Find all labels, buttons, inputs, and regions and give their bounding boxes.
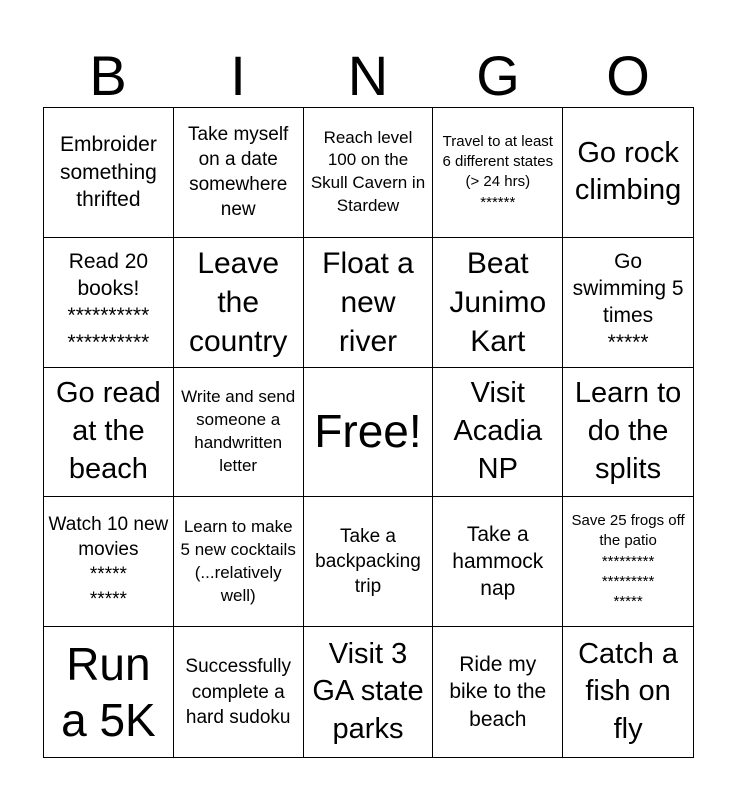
bingo-cell[interactable] (433, 497, 563, 627)
cell-text: Beat Junimo Kart (449, 246, 547, 358)
bingo-cell[interactable] (304, 497, 434, 627)
cell-text: Run a 5K (61, 637, 156, 747)
bingo-cell[interactable] (563, 368, 693, 498)
header-letter-i: I (230, 44, 246, 107)
cell-text: Go swimming 5 times ***** (572, 249, 684, 355)
cell-text: Successfully complete a hard sudoku (185, 656, 291, 728)
bingo-cell[interactable] (304, 108, 434, 238)
cell-text: Go read at the beach (56, 377, 161, 485)
bingo-cell[interactable] (174, 368, 304, 498)
bingo-cell[interactable] (44, 497, 174, 627)
cell-text: Take myself on a date somewhere new (188, 124, 289, 221)
bingo-cell[interactable] (304, 238, 434, 368)
header-letter-o: O (606, 44, 650, 107)
cell-text: Embroider something thrifted (59, 133, 157, 212)
free-space-text: Free! (314, 405, 422, 458)
cell-text: Float a new river (322, 246, 414, 358)
bingo-cell[interactable] (433, 368, 563, 498)
bingo-cell[interactable] (563, 497, 693, 627)
header-letter-b: B (89, 44, 127, 107)
bingo-cell-free[interactable] (304, 368, 434, 498)
bingo-cell[interactable] (44, 368, 174, 498)
cell-text: Write and send someone a handwritten letter (181, 387, 296, 475)
bingo-cell[interactable] (563, 238, 693, 368)
cell-text: Ride my bike to the beach (449, 653, 547, 731)
bingo-cell[interactable] (433, 627, 563, 757)
cell-text: Travel to at least 6 different states (> 24 hrs) ****** (442, 132, 554, 211)
cell-text: Visit 3 GA state parks (312, 637, 424, 745)
bingo-cell[interactable] (174, 238, 304, 368)
bingo-cell[interactable] (44, 238, 174, 368)
bingo-board (43, 107, 694, 758)
bingo-cell[interactable] (433, 108, 563, 238)
cell-text: Learn to make 5 new cocktails (...relatively well) (180, 516, 296, 605)
cell-text: Watch 10 new movies ***** ***** (48, 513, 169, 610)
cell-text: Go rock climbing (574, 136, 682, 207)
header-letter-g: G (476, 44, 520, 107)
cell-text: Take a backpacking trip (315, 526, 421, 598)
cell-text: Catch a fish on fly (578, 637, 679, 745)
bingo-header (43, 45, 693, 107)
cell-text: Visit Acadia NP (453, 377, 543, 485)
cell-text: Take a hammock nap (452, 522, 544, 601)
bingo-cell[interactable] (304, 627, 434, 757)
bingo-cell[interactable] (44, 627, 174, 757)
cell-text: Save 25 frogs off the patio ********* ********* ***** (571, 512, 685, 611)
header-letter-n: N (347, 44, 389, 107)
bingo-cell[interactable] (433, 238, 563, 368)
cell-text: Reach level 100 on the Skull Cavern in Stardew (310, 127, 426, 216)
cell-text: Learn to do the splits (574, 377, 682, 485)
bingo-cell[interactable] (174, 108, 304, 238)
bingo-cell[interactable] (44, 108, 174, 238)
bingo-cell[interactable] (563, 108, 693, 238)
bingo-cell[interactable] (563, 627, 693, 757)
bingo-cell[interactable] (174, 627, 304, 757)
bingo-cell[interactable] (174, 497, 304, 627)
cell-text: Read 20 books! ********** ********** (67, 249, 150, 355)
cell-text: Leave the country (189, 246, 288, 358)
